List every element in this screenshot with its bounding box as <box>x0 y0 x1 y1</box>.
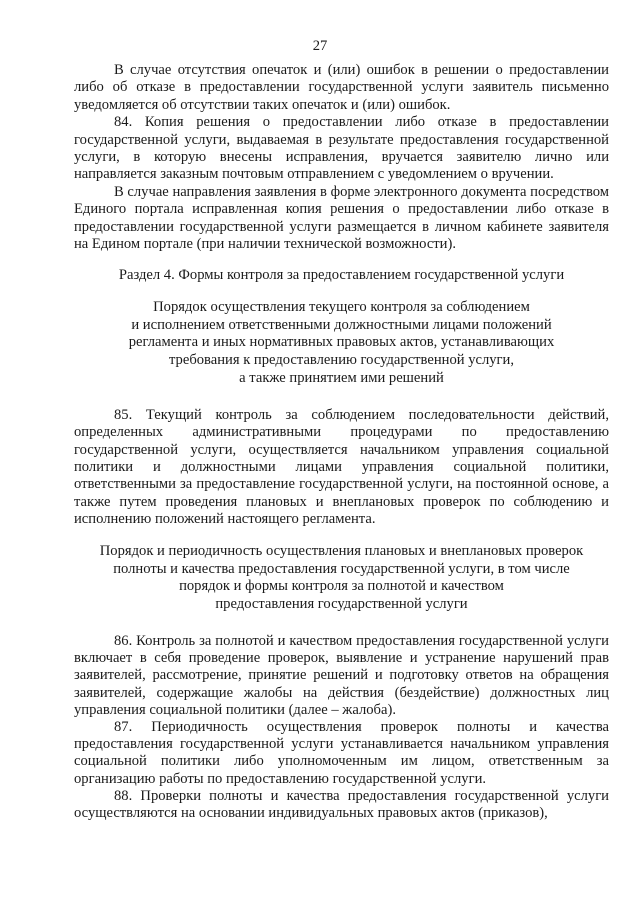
subheading-line: и исполнением ответственными должностными лицами положений <box>131 316 552 333</box>
subheading-line: предоставления государственной услуги <box>215 596 468 613</box>
subheading-line: порядок и формы контроля за полнотой и качеством <box>179 578 504 595</box>
paragraph-86: 86. Контроль за полнотой и качеством предоставления государственной услуги включает в себя проведение проверок, выявление и устранение нарушений прав заявителей, рассмотрение, принятие решений и подготовку ответов на обращения заявителей, содержащие жалобы на действия (бездействие) должностных лиц управления социальной политики (далее – жалоба). <box>74 632 609 718</box>
paragraph-87: 87. Периодичность осуществления проверок полноты и качества предоставления государственной услуги устанавливается начальником управления социальной политики либо уполномоченным им лицом, ответственным за организацию работы по предоставлению государственной услуги. <box>74 718 609 787</box>
subheading-line: полноты и качества предоставления государственной услуги, в том числе <box>113 560 570 577</box>
paragraph-84: 84. Копия решения о предоставлении либо отказе в предоставлении государственной услуги, выдаваемая в результате предоставления государственной услуги, в которую внесены исправления, вручается заявителю лично или направляется заказным почтовым отправлением с уведомлением о вручении. <box>74 114 609 183</box>
paragraph-85: 85. Текущий контроль за соблюдением последовательности действий, определенных административными процедурами по предоставлению государственной услуги, осуществляется начальником управления социальной политики и должностными лицами управления социальной политики, ответственными за предоставление государственной услуги, на постоянной основе, а также путем проведения плановых и внеплановых проверок по соблюдению и исполнению положений настоящего регламента. <box>74 406 609 528</box>
subheading-line: а также принятием ими решений <box>239 370 444 387</box>
subheading-line: Порядок и периодичность осуществления плановых и внеплановых проверок <box>99 542 584 559</box>
subheading-inspections <box>74 543 609 614</box>
paragraph-88: 88. Проверки полноты и качества предоставления государственной услуги осуществляются на основании индивидуальных правовых актов (приказов), <box>74 787 609 821</box>
subheading-line: Порядок осуществления текущего контроля за соблюдением <box>153 298 530 315</box>
paragraph-no-errors: В случае отсутствия опечаток и (или) ошибок в решении о предоставлении либо об отказе в предоставлении государственной услуги заявитель письменно уведомляется об отсутствии таких опечаток и (или) ошибок. <box>74 62 609 113</box>
subheading-line: требования к предоставлению государственной услуги, <box>168 352 515 369</box>
subheading-line: регламента и иных нормативных правовых актов, устанавливающих <box>128 334 555 351</box>
paragraph-electronic-document: В случае направления заявления в форме электронного документа посредством Единого портала исправленная копия решения о предоставлении либо отказе в предоставлении государственной услуги размещается в личном кабинете заявителя на Едином портале (при наличии технической возможности). <box>74 183 609 253</box>
section-4-title: Раздел 4. Формы контроля за предоставлением государственной услуги <box>118 267 565 284</box>
subheading-current-control <box>74 299 609 388</box>
page-number: 27 <box>312 38 328 54</box>
document-body <box>74 62 609 822</box>
